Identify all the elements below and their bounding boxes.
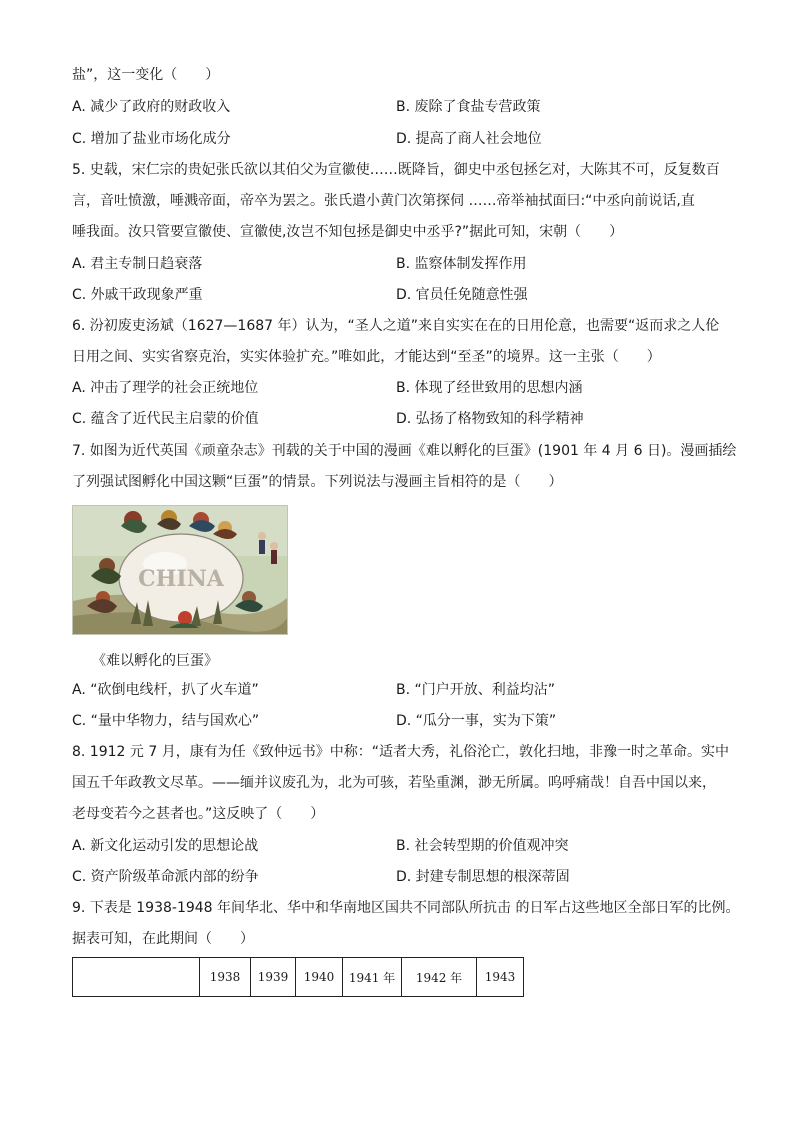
q5-option-c: C. 外戚干政现象严重 [72, 287, 203, 303]
q8-option-d: D. 封建专制思想的根深蒂固 [396, 869, 570, 885]
q8-option-b: B. 社会转型期的价值观冲突 [396, 838, 569, 854]
q9-data-table [72, 957, 524, 997]
q8-stem-line-1: 8. 1912 元 7 月，康有为任《致仲远书》中称：“适者大秀，礼俗沦亡，敦化扫地，非豫一时之革命。实中 [72, 744, 729, 760]
q7-stem-line-2: 了列强试图孵化中国这颗“巨蛋”的情景。下列说法与漫画主旨相符的是（ ） [72, 474, 563, 490]
table-header-cell: 1940 [296, 958, 343, 997]
cartoon-illustration [73, 506, 287, 634]
q5-option-b: B. 监察体制发挥作用 [396, 256, 527, 272]
table-header-cell: 1938 [200, 958, 251, 997]
table-header-cell: 1941 年 [343, 958, 402, 997]
table-header-cell [73, 958, 200, 997]
q4-option-a: A. 减少了政府的财政收入 [72, 99, 231, 115]
q6-stem-line-1: 6. 汾初废吏汤斌（1627—1687 年）认为，“圣人之道”来自实实在在的日用伦意，也需要“返而求之人伦 [72, 318, 720, 334]
cartoon-figure [72, 505, 288, 635]
q6-option-b: B. 体现了经世致用的思想内涵 [396, 380, 583, 396]
q7-stem-line-1: 7. 如图为近代英国《顽童杂志》刊载的关于中国的漫画《难以孵化的巨蛋》(1901 年 4 月 6 日)。漫画插绘 [72, 443, 737, 459]
q8-stem-line-2: 国五千年政教文尽革。——缅并议废孔为，北为可骇，若坠重渊，渺无所属。呜呼痛哉！自吾中国以来， [72, 775, 716, 791]
q6-option-d: D. 弘扬了格物致知的科学精神 [396, 411, 584, 427]
q6-option-c: C. 蕴含了近代民主启蒙的价值 [72, 411, 259, 427]
q5-option-d: D. 官员任免随意性强 [396, 287, 528, 303]
q5-option-a: A. 君主专制日趋衰落 [72, 256, 203, 272]
q7-option-d: D. “瓜分一事，实为下策” [396, 713, 557, 729]
q4-option-c: C. 增加了盐业市场化成分 [72, 131, 231, 147]
q4-option-b: B. 废除了食盐专营政策 [396, 99, 541, 115]
q9-stem-line-2: 据表可知，在此期间（ ） [72, 931, 254, 947]
table-header-cell: 1939 [251, 958, 296, 997]
table-header-row [73, 958, 524, 997]
q7-option-b: B. “门户开放、利益均沾” [396, 682, 556, 698]
q5-stem-line-1: 5. 史载，宋仁宗的贵妃张氏欲以其伯父为宣徽使……既降旨，御史中丞包拯乞对，大陈其不可，反复数百 [72, 162, 720, 178]
cartoon-caption: 《难以孵化的巨蛋》 [92, 653, 218, 669]
q8-option-a: A. 新文化运动引发的思想论战 [72, 838, 259, 854]
table-header-cell: 1942 年 [402, 958, 477, 997]
q6-stem-line-2: 日用之间、实实省察克治，实实体验扩充。”唯如此，才能达到“至圣”的境界。这一主张（ ） [72, 349, 661, 365]
egg-label: CHINA [138, 566, 224, 592]
q4-stem-tail: 盐”，这一变化（ ） [72, 67, 220, 83]
q6-option-a: A. 冲击了理学的社会正统地位 [72, 380, 259, 396]
q4-option-d: D. 提高了商人社会地位 [396, 131, 542, 147]
q5-stem-line-2: 言，音吐愤激，唾溅帝面，帝卒为罢之。张氏遣小黄门次第探伺 ……帝举袖拭面曰:“中丞向前说话,直 [72, 193, 695, 209]
q5-stem-line-3: 唾我面。汝只管要宣徽使、宣徽使,汝岂不知包拯是御史中丞乎?”据此可知，宋朝（ ） [72, 224, 624, 240]
q8-stem-line-3: 老母变若今之甚者也。”这反映了（ ） [72, 806, 325, 822]
table-header-cell: 1943 [477, 958, 524, 997]
q7-option-c: C. “量中华物力，结与国欢心” [72, 713, 260, 729]
q7-option-a: A. “砍倒电线杆，扒了火车道” [72, 682, 259, 698]
q9-stem-line-1: 9. 下表是 1938-1948 年间华北、华中和华南地区国共不同部队所抗击 的日军占这些地区全部日军的比例。 [72, 900, 740, 916]
q8-option-c: C. 资产阶级革命派内部的纷争 [72, 869, 259, 885]
